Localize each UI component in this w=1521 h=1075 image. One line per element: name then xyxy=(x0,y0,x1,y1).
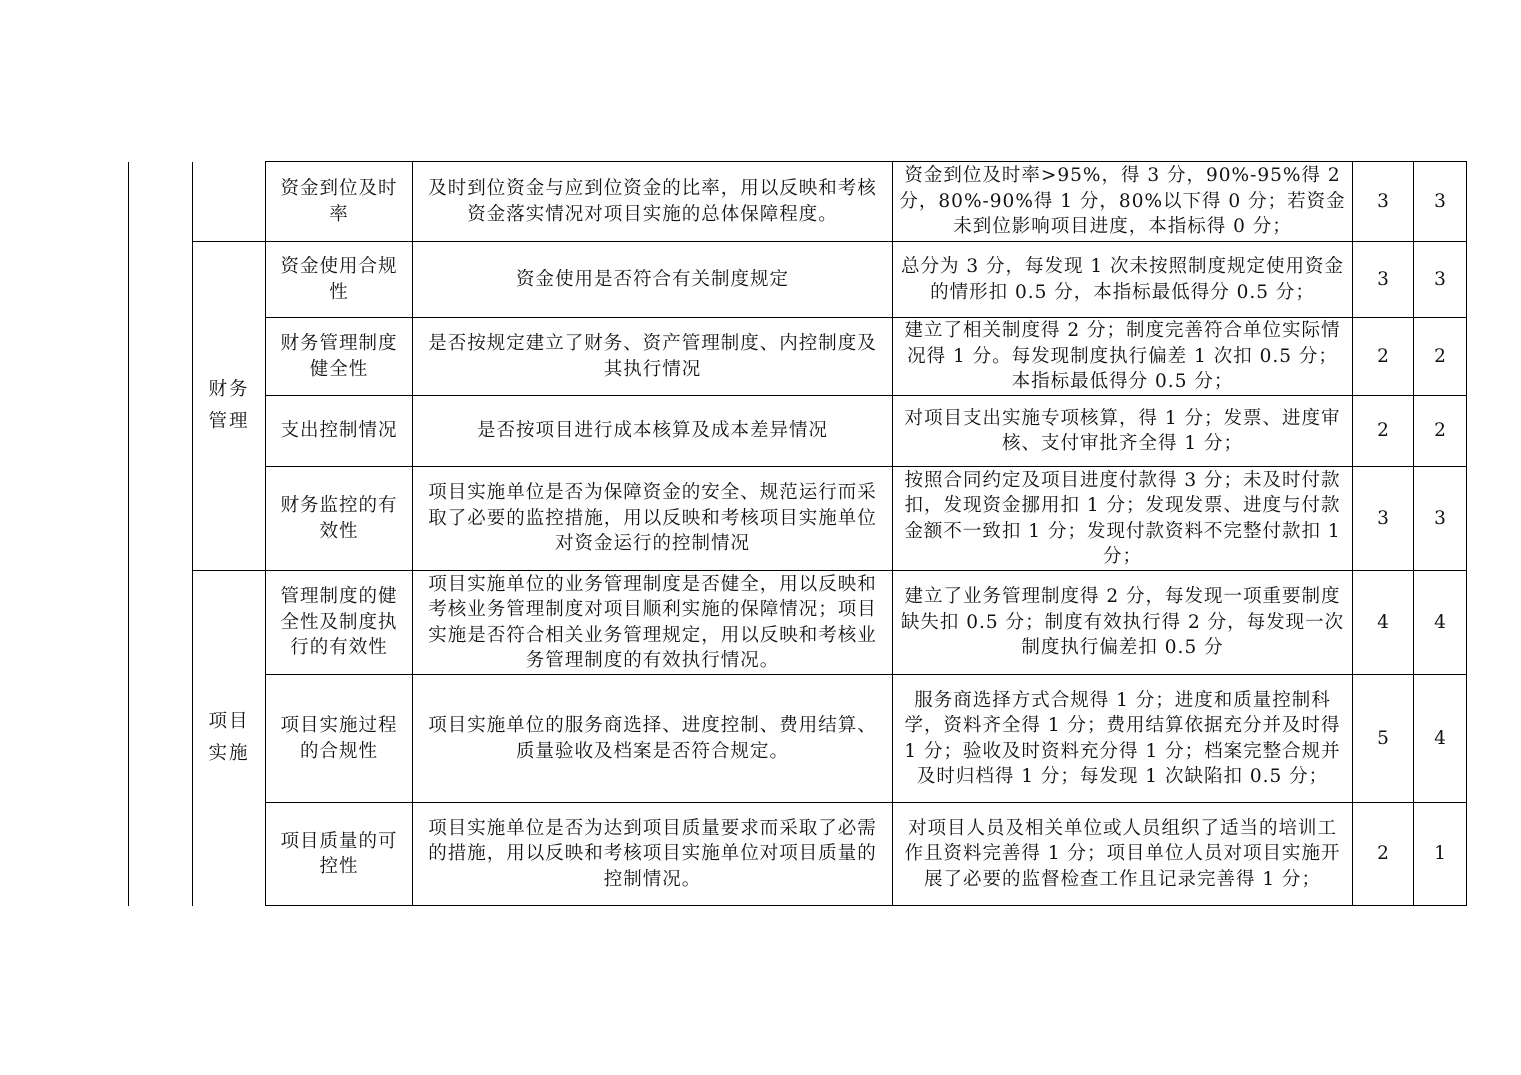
score-cell: 3 xyxy=(1414,162,1467,242)
indicator-cell: 支出控制情况 xyxy=(266,396,413,467)
score-cell: 3 xyxy=(1414,467,1467,571)
indicator-cell: 资金使用合规性 xyxy=(266,242,413,318)
criteria-cell: 服务商选择方式合规得 1 分；进度和质量控制科学，资料齐全得 1 分；费用结算依据充分并及时得 1 分；验收及时资料充分得 1 分；档案完整合规并及时归档得 1 分；每发现 1 次缺陷扣 0.5 分； xyxy=(893,675,1353,803)
table-row xyxy=(129,318,1467,396)
weight-cell: 3 xyxy=(1353,162,1414,242)
table-row xyxy=(129,396,1467,467)
weight-cell: 4 xyxy=(1353,571,1414,675)
evaluation-table xyxy=(128,161,1467,906)
indicator-cell: 项目实施过程的合规性 xyxy=(266,675,413,803)
explanation-cell: 资金使用是否符合有关制度规定 xyxy=(413,242,893,318)
outer-margin-column xyxy=(129,162,193,906)
weight-cell: 5 xyxy=(1353,675,1414,803)
score-cell: 2 xyxy=(1414,318,1467,396)
indicator-cell: 项目质量的可控性 xyxy=(266,803,413,906)
table-row xyxy=(129,242,1467,318)
weight-cell: 3 xyxy=(1353,242,1414,318)
criteria-cell: 建立了相关制度得 2 分；制度完善符合单位实际情况得 1 分。每发现制度执行偏差 1 次扣 0.5 分；本指标最低得分 0.5 分； xyxy=(893,318,1353,396)
category-label: 财务管理 xyxy=(208,379,250,432)
category-cell xyxy=(193,571,266,906)
table-row xyxy=(129,675,1467,803)
table-row xyxy=(129,467,1467,571)
explanation-cell: 及时到位资金与应到位资金的比率，用以反映和考核资金落实情况对项目实施的总体保障程度。 xyxy=(413,162,893,242)
criteria-cell: 资金到位及时率>95%，得 3 分，90%-95%得 2 分，80%-90%得 1 分，80%以下得 0 分；若资金未到位影响项目进度，本指标得 0 分； xyxy=(893,162,1353,242)
explanation-cell: 是否按规定建立了财务、资产管理制度、内控制度及其执行情况 xyxy=(413,318,893,396)
criteria-cell: 对项目人员及相关单位或人员组织了适当的培训工作且资料完善得 1 分；项目单位人员对项目实施开展了必要的监督检查工作且记录完善得 1 分； xyxy=(893,803,1353,906)
explanation-cell: 项目实施单位是否为达到项目质量要求而采取了必需的措施，用以反映和考核项目实施单位对项目质量的控制情况。 xyxy=(413,803,893,906)
criteria-cell: 总分为 3 分，每发现 1 次未按照制度规定使用资金的情形扣 0.5 分，本指标最低得分 0.5 分； xyxy=(893,242,1353,318)
criteria-cell: 对项目支出实施专项核算，得 1 分；发票、进度审核、支付审批齐全得 1 分； xyxy=(893,396,1353,467)
table-row xyxy=(129,571,1467,675)
criteria-cell: 建立了业务管理制度得 2 分，每发现一项重要制度缺失扣 0.5 分；制度有效执行得 2 分，每发现一次制度执行偏差扣 0.5 分 xyxy=(893,571,1353,675)
explanation-cell: 项目实施单位是否为保障资金的安全、规范运行而采取了必要的监控措施，用以反映和考核项目实施单位对资金运行的控制情况 xyxy=(413,467,893,571)
category-label: 项目实施 xyxy=(208,711,250,765)
table-row xyxy=(129,162,1467,242)
score-cell: 2 xyxy=(1414,396,1467,467)
indicator-cell: 财务管理制度健全性 xyxy=(266,318,413,396)
weight-cell: 2 xyxy=(1353,396,1414,467)
weight-cell: 2 xyxy=(1353,318,1414,396)
weight-cell: 2 xyxy=(1353,803,1414,906)
table-row xyxy=(129,803,1467,906)
indicator-cell: 管理制度的健全性及制度执行的有效性 xyxy=(266,571,413,675)
indicator-cell: 财务监控的有效性 xyxy=(266,467,413,571)
score-cell: 3 xyxy=(1414,242,1467,318)
indicator-cell: 资金到位及时率 xyxy=(266,162,413,242)
score-cell: 1 xyxy=(1414,803,1467,906)
category-cell xyxy=(193,162,266,242)
score-cell: 4 xyxy=(1414,571,1467,675)
explanation-cell: 项目实施单位的业务管理制度是否健全，用以反映和考核业务管理制度对项目顺利实施的保障情况；项目实施是否符合相关业务管理规定，用以反映和考核业务管理制度的有效执行情况。 xyxy=(413,571,893,675)
weight-cell: 3 xyxy=(1353,467,1414,571)
score-cell: 4 xyxy=(1414,675,1467,803)
explanation-cell: 是否按项目进行成本核算及成本差异情况 xyxy=(413,396,893,467)
explanation-cell: 项目实施单位的服务商选择、进度控制、费用结算、质量验收及档案是否符合规定。 xyxy=(413,675,893,803)
criteria-cell: 按照合同约定及项目进度付款得 3 分；未及时付款扣，发现资金挪用扣 1 分；发现发票、进度与付款金额不一致扣 1 分；发现付款资料不完整付款扣 1 分； xyxy=(893,467,1353,571)
category-cell xyxy=(193,242,266,571)
